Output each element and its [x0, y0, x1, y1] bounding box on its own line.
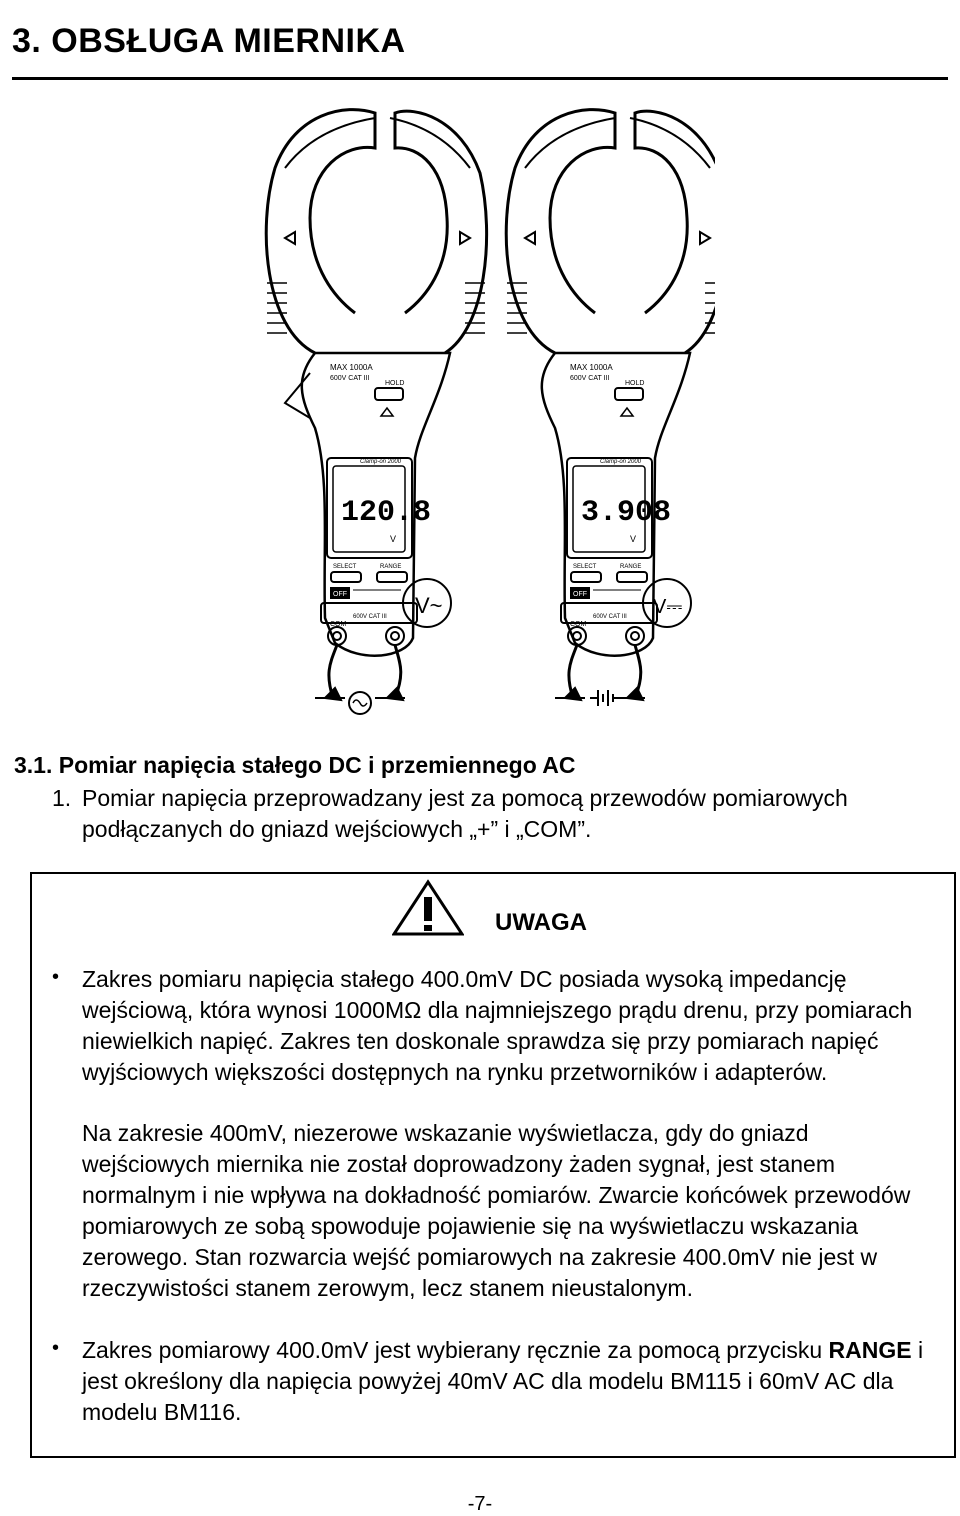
title-rule [12, 77, 948, 80]
right-clamp-meter [506, 110, 715, 706]
left-off-label: OFF [333, 591, 347, 598]
left-brand-label: Clamp-on 2000 [360, 459, 402, 465]
left-clamp-meter [266, 110, 486, 714]
right-range-label: RANGE [620, 564, 642, 570]
right-display-unit: V [630, 534, 637, 544]
left-max-label: MAX 1000A [330, 363, 373, 372]
warning-label: UWAGA [495, 909, 587, 936]
warning-triangle-icon [392, 879, 464, 937]
left-select-label: SELECT [333, 564, 357, 570]
left-com-label: COM [330, 621, 347, 628]
right-com-label: COM [570, 621, 587, 628]
warning-box [30, 872, 956, 1458]
clamp-meters-figure [255, 98, 715, 718]
right-hold-label: HOLD [625, 380, 645, 387]
left-range-label: RANGE [380, 564, 402, 570]
item-text: Pomiar napięcia przeprowadzany jest za pomocą przewodów pomiarowych podłączanych do gniazd wejściowych „+” i „COM”. [82, 785, 848, 842]
page-number: -7- [467, 1493, 493, 1515]
battery-icon [590, 690, 621, 706]
page-title: 3. OBSŁUGA MIERNIKA [12, 22, 406, 60]
left-display-unit: V [390, 534, 397, 544]
bullet-1-paragraph-2: Na zakresie 400mV, niezerowe wskazanie wyświetlacza, gdy do gniazd wejściowych miernika nie został doprowadzony żaden sygnał, jest stanem normalnym i nie wpływa na dokładność pomiarów. Zwarcie końcówek przewodów pomiarowych ze sobą spowoduje pojawienie się na wyświetlaczu wskazania zerowego. Stan rozwarcia wejść pomiarowych na zakresie 400.0mV nie jest w rzeczywistości stanem zerowym, lecz stanem nieustalonym. [82, 1120, 911, 1301]
bullet-2-text-c: i jest określony dla napięcia powyżej 40mV AC dla modelu BM115 i 60mV AC dla modelu BM116. [82, 1337, 924, 1425]
numbered-item [52, 783, 912, 845]
item-number: 1. [52, 785, 72, 811]
right-select-label: SELECT [573, 564, 597, 570]
right-cat-label: 600V CAT III [570, 375, 610, 382]
right-max-label: MAX 1000A [570, 363, 613, 372]
left-hold-label: HOLD [385, 380, 405, 387]
bullet-2-marker: • [52, 1337, 60, 1359]
bullet-1-marker: • [52, 966, 60, 988]
bullet-2-paragraph [82, 1335, 942, 1428]
right-off-label: OFF [573, 591, 587, 598]
left-jack-rating: 600V CAT III [353, 614, 387, 620]
bullet-2-text-a: Zakres pomiarowy 400.0mV jest wybierany ręcznie za pomocą przycisku [82, 1337, 829, 1363]
right-mode-symbol: V⎓ [653, 596, 683, 618]
right-jack-rating: 600V CAT III [593, 614, 627, 620]
left-cat-label: 600V CAT III [330, 375, 370, 382]
right-display-value: 3.908 [581, 496, 672, 530]
right-brand-label: Clamp-on 2000 [600, 459, 642, 465]
left-display-value: 120.8 [341, 496, 432, 530]
range-keyword: RANGE [828, 1337, 912, 1363]
section-heading: 3.1. Pomiar napięcia stałego DC i przemiennego AC [14, 752, 576, 778]
warning-header [392, 879, 792, 939]
left-mode-symbol: V~ [415, 593, 443, 618]
bullet-1-paragraph-1: Zakres pomiaru napięcia stałego 400.0mV DC posiada wysoką impedancję wejściową, która wynosi 1000MΩ dla najmniejszego prądu drenu, przy pomiarach niewielkich napięć. Zakres ten doskonale sprawdza się przy pomiarach napięć wyjściowych większości dostępnych na rynku przetworników i adapterów. [82, 966, 913, 1085]
